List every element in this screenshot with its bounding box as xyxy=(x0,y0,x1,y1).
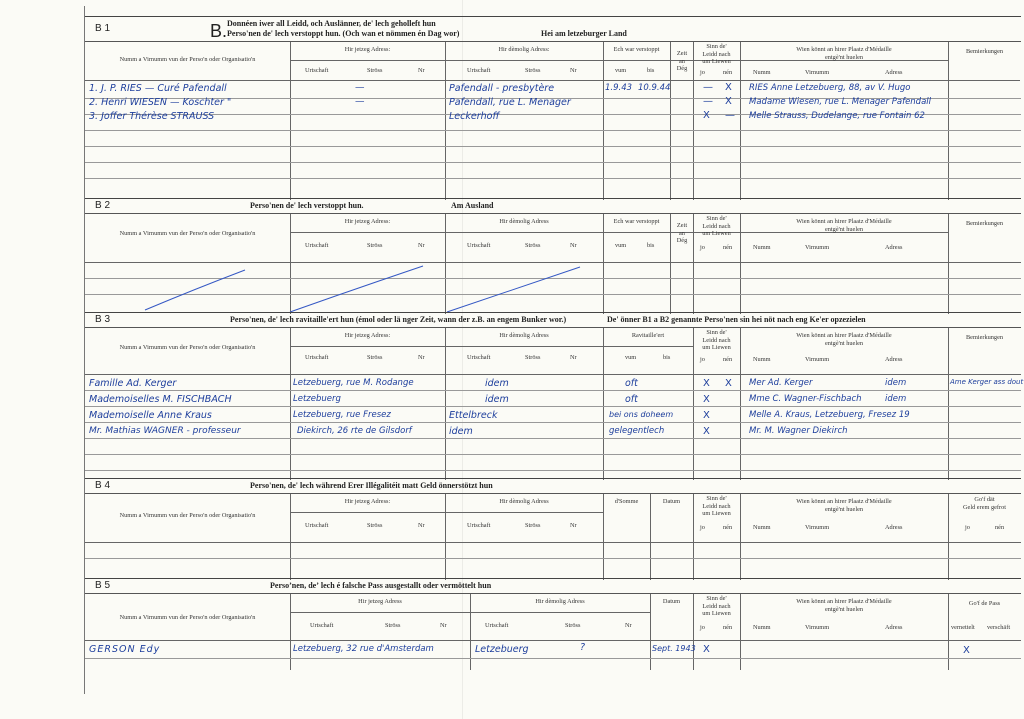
col-first-name: Virnumm xyxy=(805,356,830,363)
col-date: Datum xyxy=(662,498,681,505)
b3-row-4-period: gelegentlech xyxy=(609,426,665,436)
col-name: Numm a Virnumm vun der Perso'n oder Organisatio'n xyxy=(119,230,256,237)
col-days: Zeit an Dég xyxy=(676,222,688,245)
col-surname: Numm xyxy=(753,524,771,531)
b1-row-1-current: — xyxy=(355,82,365,93)
col-nr: Nr xyxy=(570,242,577,249)
b3-row-2-medal-address: idem xyxy=(885,394,907,404)
col-nr: Nr xyxy=(418,242,425,249)
col-sum: d'Somme xyxy=(614,498,639,505)
b1-row-3-medal: Melle Strauss, Dudelange, rue Fontain 62 xyxy=(749,111,925,121)
col-street: Ströss xyxy=(525,242,541,249)
col-medal: Wien könnt an hirer Plaatz d'Médaille entgè'nt huelen xyxy=(796,218,892,233)
col-street: Ströss xyxy=(367,242,383,249)
col-first-name: Virnumm xyxy=(805,524,830,531)
b1-row-2-no: X xyxy=(725,96,732,107)
b5-row-1-yes: X xyxy=(703,644,710,655)
b3-row-1-no: X xyxy=(725,378,732,389)
col-name: Numm a Virnumm vun der Perso'n oder Organisatio'n xyxy=(119,512,256,519)
col-town: Urtschaft xyxy=(305,522,329,529)
b3-row-1-name: Famille Ad. Kerger xyxy=(89,378,177,389)
b3-row-2-current: Letzebuerg xyxy=(293,394,341,404)
col-street: Ströss xyxy=(367,522,383,529)
col-pass-returned: vernettelt xyxy=(951,624,975,631)
col-alive: Sinn de' Leidd nach um Liewen xyxy=(702,495,731,518)
section-code: B 3 xyxy=(95,314,111,325)
col-address: Adress xyxy=(885,624,903,631)
col-yes: jo xyxy=(700,624,705,631)
section-b4-header xyxy=(85,479,1021,494)
col-street: Ströss xyxy=(525,522,541,529)
col-surname: Numm xyxy=(753,244,771,251)
col-hidden: Ech war verstoppt xyxy=(613,218,660,225)
col-town: Urtschaft xyxy=(310,622,334,629)
col-nr: Nr xyxy=(570,354,577,361)
col-town: Urtschaft xyxy=(485,622,509,629)
b3-row-3-name: Mademoiselle Anne Kraus xyxy=(89,410,212,421)
col-former-address: Hir dèmolig Adress xyxy=(535,598,585,605)
col-yes: jo xyxy=(700,356,705,363)
b3-row-4-yes: X xyxy=(703,426,710,437)
col-days: Zeit an Dég xyxy=(676,50,688,73)
b3-row-2-yes: X xyxy=(703,394,710,405)
b3-row-4-name: Mr. Mathias WAGNER - professeur xyxy=(89,426,241,436)
b3-row-1-current: Letzebuerg, rue M. Rodange xyxy=(293,378,414,388)
b5-row-1-name: GERSON Edy xyxy=(89,644,161,655)
col-nr: Nr xyxy=(570,67,577,74)
b3-row-1-medal: Mer Ad. Kerger xyxy=(749,378,813,388)
b1-row-2-medal: Madame Wiesen, rue L. Menager Pafendall xyxy=(749,97,932,107)
col-date: Datum xyxy=(662,598,681,605)
col-nr: Nr xyxy=(418,522,425,529)
col-alive: Sinn de' Leidd nach um Liewen xyxy=(702,595,731,618)
section-title: Donnéen iwer all Leidd, och Auslänner, de' lech geholleft hun xyxy=(227,19,436,28)
col-current-address: Hir jetzeg Adress: xyxy=(344,332,391,339)
strike-lines xyxy=(85,214,1021,314)
table-b4 xyxy=(85,494,1021,580)
b1-row-2-name: 2. Henri WIESEN — Koschter " xyxy=(89,97,232,108)
col-first-name: Virnumm xyxy=(805,244,830,251)
section-code: B 5 xyxy=(95,580,111,591)
col-former-address: Hir dèmolig Adress: xyxy=(498,46,550,53)
b1-row-1-medal: RIES Anne Letzebuerg, 88, av V. Hugo xyxy=(749,83,911,93)
form-sheet xyxy=(84,6,1024,694)
section-title: Persoʼnen, deʼ lech é falsche Pass ausgestallt oder vermöttelt hun xyxy=(270,581,492,590)
section-subtitle-place: Am Ausland xyxy=(451,201,494,210)
col-no: nén xyxy=(723,244,733,251)
col-yes: jo xyxy=(700,69,705,76)
section-code: B 4 xyxy=(95,480,111,491)
b3-row-1-period: oft xyxy=(625,378,638,389)
section-subtitle: Perso'nen de' lech verstoppt hun. (Och wan et nömmen én Dag wor) xyxy=(227,29,460,38)
section-b3 xyxy=(85,312,1024,479)
col-no: nén xyxy=(723,524,733,531)
table-b3 xyxy=(85,328,1024,480)
b5-row-1-former-street: ? xyxy=(580,642,586,653)
col-address: Adress xyxy=(885,244,903,251)
col-medal: Wien könnt an hirer Plaatz d'Médaille entgè'nt huelen xyxy=(796,498,892,513)
b1-row-2-current: — xyxy=(355,96,365,107)
col-supplied: Ravitaille'ert xyxy=(631,332,665,339)
section-b5 xyxy=(85,578,1021,669)
col-nr: Nr xyxy=(625,622,632,629)
col-former-address: Hir dèmolig Adress xyxy=(499,218,549,225)
col-current-address: Hir jetzeg Adress: xyxy=(344,218,391,225)
col-from: vum xyxy=(615,67,627,74)
b3-row-4-former: idem xyxy=(449,426,473,437)
col-yes: jo xyxy=(700,524,705,531)
col-medal: Wien könnt an hirer Plaatz d'Médaille entgè'nt huelen xyxy=(796,46,892,61)
b1-row-3-former: Leckerhoff xyxy=(449,111,500,122)
col-street: Ströss xyxy=(385,622,401,629)
col-street: Ströss xyxy=(367,354,383,361)
col-street: Ströss xyxy=(565,622,581,629)
col-from: vum xyxy=(625,354,637,361)
col-pass: Go'f de Pass xyxy=(968,600,1001,607)
b5-row-1-date: Sept. 1943 xyxy=(652,644,696,653)
section-b2-header xyxy=(85,199,1021,214)
col-address: Adress xyxy=(885,356,903,363)
b3-row-1-medal-address: idem xyxy=(885,378,907,388)
col-former-address: Hir dèmolig Adress xyxy=(499,498,549,505)
col-surname: Numm xyxy=(753,356,771,363)
col-alive: Sinn de' Leidd nach um Liewen xyxy=(702,215,731,238)
col-hidden: Ech war verstoppt xyxy=(613,46,660,53)
col-from: vum xyxy=(615,242,627,249)
b3-row-4-current: Diekirch, 26 rte de Gilsdorf xyxy=(297,426,412,436)
col-first-name: Virnumm xyxy=(805,69,830,76)
col-no: nén xyxy=(723,624,733,631)
b1-row-1-from: 1.9.43 xyxy=(605,83,633,93)
section-subtitle: De' önner B1 a B2 genannte Perso'nen sin hei nöt nach eng Ke'er opzezielen xyxy=(607,315,866,324)
section-title: Perso'nen, de' lech während Erer Illégalitéit matt Geld önnerstötzt hun xyxy=(250,481,493,490)
col-remarks: Bemierkungen xyxy=(965,48,1004,55)
section-title: Perso'nen de' lech verstoppt hun. xyxy=(250,201,364,210)
col-remarks: Bemierkungen xyxy=(965,220,1004,227)
b1-row-1-name: 1. J. P. RIES — Curé Pafendall xyxy=(89,83,227,94)
col-nr: Nr xyxy=(418,67,425,74)
col-medal: Wien könnt an hirer Plaatz d'Médaille entgè'nt huelen xyxy=(796,598,892,613)
col-yes: jo xyxy=(965,524,970,531)
col-street: Ströss xyxy=(367,67,383,74)
b1-row-1-former: Pafendall - presbytère xyxy=(449,83,555,94)
b3-row-2-medal: Mme C. Wagner-Fischbach xyxy=(749,394,862,404)
col-to: bis xyxy=(647,242,655,249)
table-b2 xyxy=(85,214,1021,314)
section-title: Perso'nen, de' lech ravitaille'ert hun (émol oder lä nger Zeit, wann der z.B. an engem Bunker wor.) xyxy=(230,315,567,324)
col-no: nén xyxy=(995,524,1005,531)
col-address: Adress xyxy=(885,524,903,531)
table-b1 xyxy=(85,42,1021,200)
col-nr: Nr xyxy=(418,354,425,361)
col-alive: Sinn de' Leidd nach um Liewen xyxy=(702,329,731,352)
b5-row-1-current: Letzebuerg, 32 rue d'Amsterdam xyxy=(293,644,434,654)
b1-row-1-to: 10.9.44 xyxy=(638,83,671,93)
b3-row-3-current: Letzebuerg, rue Fresez xyxy=(293,410,391,420)
b3-row-1-former: idem xyxy=(485,378,509,389)
col-no: nén xyxy=(723,69,733,76)
section-b5-header xyxy=(85,579,1021,594)
col-surname: Numm xyxy=(753,69,771,76)
section-b2 xyxy=(85,198,1021,313)
col-money-returned: Go'f dät Geld erem gefrot xyxy=(962,496,1006,511)
col-name: Numm a Virnumm vun der Perso'n oder Organisatio'n xyxy=(119,344,256,351)
col-alive: Sinn de' Leidd nach um Liewen xyxy=(702,43,731,66)
col-nr: Nr xyxy=(570,522,577,529)
b1-row-3-yes: X xyxy=(703,110,710,121)
b3-row-3-medal: Melle A. Kraus, Letzebuerg, Fresez 19 xyxy=(749,410,910,420)
col-town: Urtschaft xyxy=(305,67,329,74)
section-code: B 2 xyxy=(95,200,111,211)
col-town: Urtschaft xyxy=(467,522,491,529)
col-surname: Numm xyxy=(753,624,771,631)
b3-row-3-former: Ettelbreck xyxy=(449,410,498,421)
col-town: Urtschaft xyxy=(467,67,491,74)
col-current-address: Hir jetzeg Adress: xyxy=(344,498,391,505)
section-subtitle-place: Hei am letzeburger Land xyxy=(541,29,627,38)
col-first-name: Virnumm xyxy=(805,624,830,631)
col-current-address: Hir jetzeg Adress: xyxy=(344,46,391,53)
section-b1-header xyxy=(85,17,1021,42)
b5-row-1-pass-returned: X xyxy=(963,645,970,656)
table-b5 xyxy=(85,594,1021,670)
b3-row-2-former: idem xyxy=(485,394,509,405)
col-town: Urtschaft xyxy=(467,242,491,249)
col-name: Numm a Virnumm vun der Perso'n oder Organisatio'n xyxy=(119,614,256,621)
b3-row-2-period: oft xyxy=(625,394,638,405)
col-former-address: Hir dèmolig Adress xyxy=(499,332,549,339)
b1-row-3-name: 3. Joffer Thérèse STRAUSS xyxy=(89,111,215,122)
col-to: bis xyxy=(663,354,671,361)
b3-row-2-name: Mademoiselles M. FISCHBACH xyxy=(89,394,232,405)
b3-row-3-yes: X xyxy=(703,410,710,421)
b1-row-3-no: — xyxy=(725,110,735,121)
col-town: Urtschaft xyxy=(305,242,329,249)
col-yes: jo xyxy=(700,244,705,251)
col-remarks: Bemierkungen xyxy=(965,334,1004,341)
section-b4 xyxy=(85,478,1021,579)
section-letter: B. xyxy=(210,21,228,41)
b3-row-4-medal: Mr. M. Wagner Diekirch xyxy=(749,426,848,436)
col-pass-issued: verschäft xyxy=(987,624,1011,631)
section-b3-header xyxy=(85,313,1021,328)
b1-row-2-former: Pafendall, rue L. Menager xyxy=(449,97,571,108)
col-street: Ströss xyxy=(525,67,541,74)
col-street: Ströss xyxy=(525,354,541,361)
col-to: bis xyxy=(647,67,655,74)
b1-row-1-no: X xyxy=(725,82,732,93)
b1-row-2-yes: — xyxy=(703,96,713,107)
b3-row-1-yes: X xyxy=(703,378,710,389)
col-nr: Nr xyxy=(440,622,447,629)
b5-row-1-former: Letzebuerg xyxy=(475,644,529,655)
col-name: Numm a Virnumm vun der Perso'n oder Organisatio'n xyxy=(119,56,256,63)
b1-row-1-yes: — xyxy=(703,82,713,93)
b3-row-1-remark: Ame Kerger ass dout xyxy=(950,378,1024,386)
col-town: Urtschaft xyxy=(467,354,491,361)
b3-row-3-period: bei ons doheem xyxy=(609,410,674,419)
col-medal: Wien könnt an hirer Plaatz d'Médaille entgè'nt huelen xyxy=(796,332,892,347)
section-b1 xyxy=(85,16,1021,199)
col-town: Urtschaft xyxy=(305,354,329,361)
col-current-address: Hir jetzeg Adress xyxy=(358,598,402,605)
col-no: nén xyxy=(723,356,733,363)
col-address: Adress xyxy=(885,69,903,76)
section-code: B 1 xyxy=(95,23,111,34)
